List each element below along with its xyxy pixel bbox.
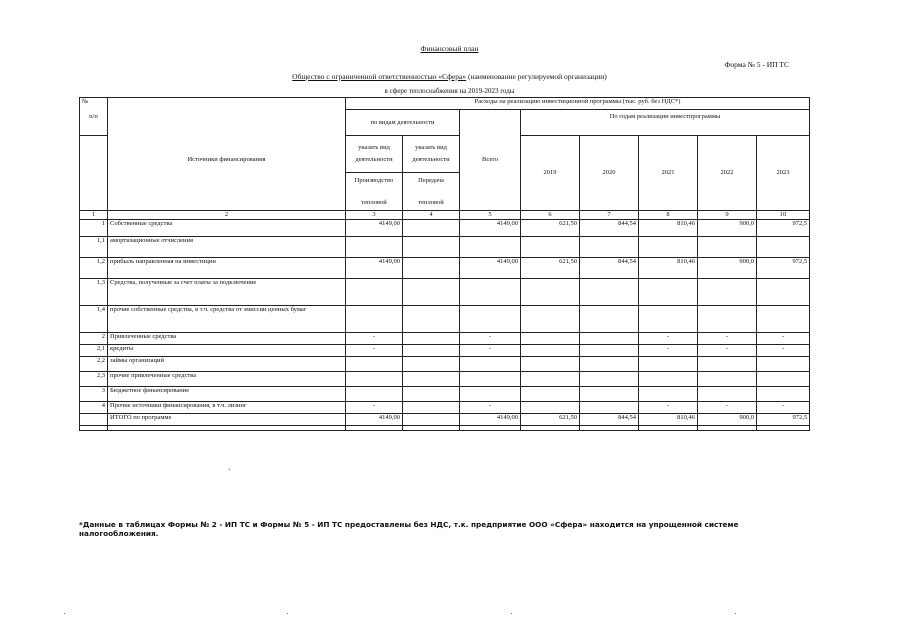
empty-cell [108,426,346,431]
year-2023: 2023 [757,136,810,211]
cell-2019 [521,372,580,387]
activity-1-line-2: деятельности [355,156,393,163]
scan-dot [64,613,65,614]
header-num: № [80,98,108,110]
cell-production [346,357,403,372]
cell-2021: - [639,345,698,357]
footnote: *Данные в таблицах Формы № 2 - ИП ТС и Формы № 5 - ИП ТС предоставлены без НДС, т.к. предприятие ООО «Сфера» находится на упрощенной системе налогообложения. [79,520,739,538]
cell-transmission [403,237,460,258]
cell-2020 [580,345,639,357]
cell-transmission [403,306,460,333]
scan-dot [511,613,512,614]
cell-2020 [580,306,639,333]
header-total: Всего [460,110,521,211]
row-number: 4 [80,402,108,414]
cell-2019: 621,50 [521,258,580,279]
table-row [80,402,810,414]
empty-cell [460,426,521,431]
cell-2022: - [698,333,757,345]
header-by-years: По годам реализации инвестпрограммы [521,110,810,136]
row-source-name: ИТОГО по программе [108,414,346,426]
transmission-line-2: тепловой [418,199,444,206]
empty-cell [346,426,403,431]
activity-2-line-1: указать вид [415,144,447,151]
cell-production: - [346,333,403,345]
colnum-10: 10 [757,211,810,220]
table-row [80,414,810,426]
cell-transmission [403,258,460,279]
financial-plan-table [79,97,810,431]
empty-cell [403,426,460,431]
year-2021: 2021 [639,136,698,211]
table-row [80,306,810,333]
cell-total [460,372,521,387]
cell-2020 [580,237,639,258]
cell-2022 [698,279,757,306]
cell-2021: - [639,333,698,345]
table-row-empty [80,426,810,431]
cell-2022 [698,306,757,333]
cell-2021 [639,306,698,333]
cell-2021: - [639,402,698,414]
cell-2019: 621,50 [521,220,580,237]
table-row [80,372,810,387]
year-2022: 2022 [698,136,757,211]
cell-2022 [698,357,757,372]
cell-2023 [757,372,810,387]
cell-2019 [521,279,580,306]
scan-dot [287,613,288,614]
colnum-6: 6 [521,211,580,220]
cell-transmission [403,345,460,357]
cell-transmission [403,333,460,345]
colnum-7: 7 [580,211,639,220]
table-row [80,387,810,402]
cell-2023: - [757,402,810,414]
cell-production: 4149,00 [346,220,403,237]
row-source-name: Прочие источники финансирования, в т.ч. лизинг [108,402,346,414]
empty-cell [580,426,639,431]
colnum-9: 9 [698,211,757,220]
row-source-name: прочие собственные средства, в т.ч. средства от эмиссии ценных бумаг [108,306,346,333]
cell-total [460,306,521,333]
colnum-8: 8 [639,211,698,220]
cell-2021: 810,46 [639,414,698,426]
cell-total: - [460,333,521,345]
cell-transmission [403,372,460,387]
cell-2019 [521,333,580,345]
cell-2021 [639,372,698,387]
cell-2019 [521,357,580,372]
cell-2020 [580,387,639,402]
cell-transmission [403,387,460,402]
document-title: Финансовый план [420,44,479,53]
header-pp-blank [80,136,108,211]
cell-transmission [403,220,460,237]
cell-2023: 972,5 [757,220,810,237]
cell-2022: 900,0 [698,258,757,279]
empty-cell [639,426,698,431]
cell-2021 [639,387,698,402]
column-numbers-row [80,211,810,220]
row-source-name: займы организаций [108,357,346,372]
row-number: 3 [80,387,108,402]
cell-2020: 844,54 [580,220,639,237]
cell-2023: - [757,333,810,345]
cell-total: 4149,00 [460,258,521,279]
cell-total: 4149,00 [460,220,521,237]
header-by-activity: по видам деятельности [346,110,460,136]
cell-2020 [580,279,639,306]
scan-dot [229,469,230,470]
activity-2-line-2: деятельности [412,156,450,163]
cell-2023 [757,279,810,306]
row-source-name: Привлеченные средства [108,333,346,345]
cell-2019 [521,237,580,258]
table-row [80,220,810,237]
cell-2022 [698,372,757,387]
cell-production [346,387,403,402]
organization-suffix: (наименование регулируемой организации) [466,72,607,81]
row-number: 2,1 [80,345,108,357]
cell-transmission [403,414,460,426]
row-source-name: Средства, полученные за счет платы за подключение [108,279,346,306]
row-number [80,414,108,426]
cell-transmission [403,402,460,414]
row-number: 1,4 [80,306,108,333]
production-line-2: тепловой [361,199,387,206]
cell-transmission [403,279,460,306]
form-number: Форма № 5 - ИП ТС [724,60,789,69]
cell-production [346,279,403,306]
cell-2020 [580,372,639,387]
cell-2023 [757,306,810,333]
table-row [80,345,810,357]
cell-2021: 810,46 [639,258,698,279]
row-source-name: прибыль направленная на инвестиции [108,258,346,279]
row-source-name: амортизационные отчисления [108,237,346,258]
table-row [80,279,810,306]
header-activity-2 [403,136,460,173]
row-source-name: Собственные средства [108,220,346,237]
row-source-name: Бюджетное финансирование [108,387,346,402]
cell-production: 4149,00 [346,414,403,426]
scan-dot [735,613,736,614]
year-2019: 2019 [521,136,580,211]
cell-2022: 900,0 [698,414,757,426]
empty-cell [757,426,810,431]
cell-production [346,306,403,333]
header-expenses: Расходы на реализацию инвестиционной программы (тыс. руб. без НДС*) [346,98,810,110]
cell-2023: 972,5 [757,414,810,426]
colnum-5: 5 [460,211,521,220]
row-source-name: кредиты [108,345,346,357]
cell-2020: 844,54 [580,414,639,426]
row-number: 1,1 [80,237,108,258]
cell-total: - [460,402,521,414]
cell-production [346,372,403,387]
cell-2022 [698,237,757,258]
header-pp: п/п [80,110,108,136]
cell-total [460,357,521,372]
cell-2020 [580,333,639,345]
table-row [80,237,810,258]
empty-cell [80,426,108,431]
row-number: 1 [80,220,108,237]
cell-transmission [403,357,460,372]
cell-2023: - [757,345,810,357]
organization-line [0,72,899,81]
row-number: 2 [80,333,108,345]
cell-2020 [580,357,639,372]
cell-production: - [346,345,403,357]
header-blank [108,98,346,110]
cell-2021: 810,46 [639,220,698,237]
sphere-line: в сфере теплоснабжения на 2019-2023 годы [384,87,515,95]
year-2020: 2020 [580,136,639,211]
cell-2019 [521,306,580,333]
cell-2021 [639,237,698,258]
colnum-2: 2 [108,211,346,220]
cell-2023 [757,237,810,258]
cell-2023: 972,5 [757,258,810,279]
cell-2020 [580,402,639,414]
row-number: 2,3 [80,372,108,387]
cell-total [460,279,521,306]
cell-2020: 844,54 [580,258,639,279]
transmission-line-1: Передача [418,177,444,184]
cell-2019 [521,387,580,402]
cell-2022 [698,387,757,402]
cell-production: 4149,00 [346,258,403,279]
table-row [80,357,810,372]
activity-1-line-1: указать вид [358,144,390,151]
table-row [80,258,810,279]
cell-2021 [639,279,698,306]
header-transmission [403,173,460,211]
cell-2022: - [698,345,757,357]
header-production [346,173,403,211]
cell-total [460,387,521,402]
row-number: 1,2 [80,258,108,279]
row-source-name: прочие привлеченные средства [108,372,346,387]
organization-name: Общество с ограниченной ответственностью «Сфера» [292,72,467,81]
colnum-3: 3 [346,211,403,220]
cell-2021 [639,357,698,372]
row-number: 1,3 [80,279,108,306]
row-number: 2,2 [80,357,108,372]
cell-total: - [460,345,521,357]
cell-total [460,237,521,258]
cell-2019 [521,345,580,357]
cell-2019: 621,50 [521,414,580,426]
cell-production [346,237,403,258]
table-row [80,333,810,345]
cell-total: 4149,00 [460,414,521,426]
empty-cell [521,426,580,431]
empty-cell [698,426,757,431]
cell-2019 [521,402,580,414]
cell-2023 [757,387,810,402]
cell-2022: 900,0 [698,220,757,237]
production-line-1: Производство [354,177,394,184]
cell-2022: - [698,402,757,414]
header-sources: Источники финансирования [108,110,346,211]
cell-2023 [757,357,810,372]
colnum-4: 4 [403,211,460,220]
colnum-1: 1 [80,211,108,220]
cell-production: - [346,402,403,414]
header-activity-1 [346,136,403,173]
